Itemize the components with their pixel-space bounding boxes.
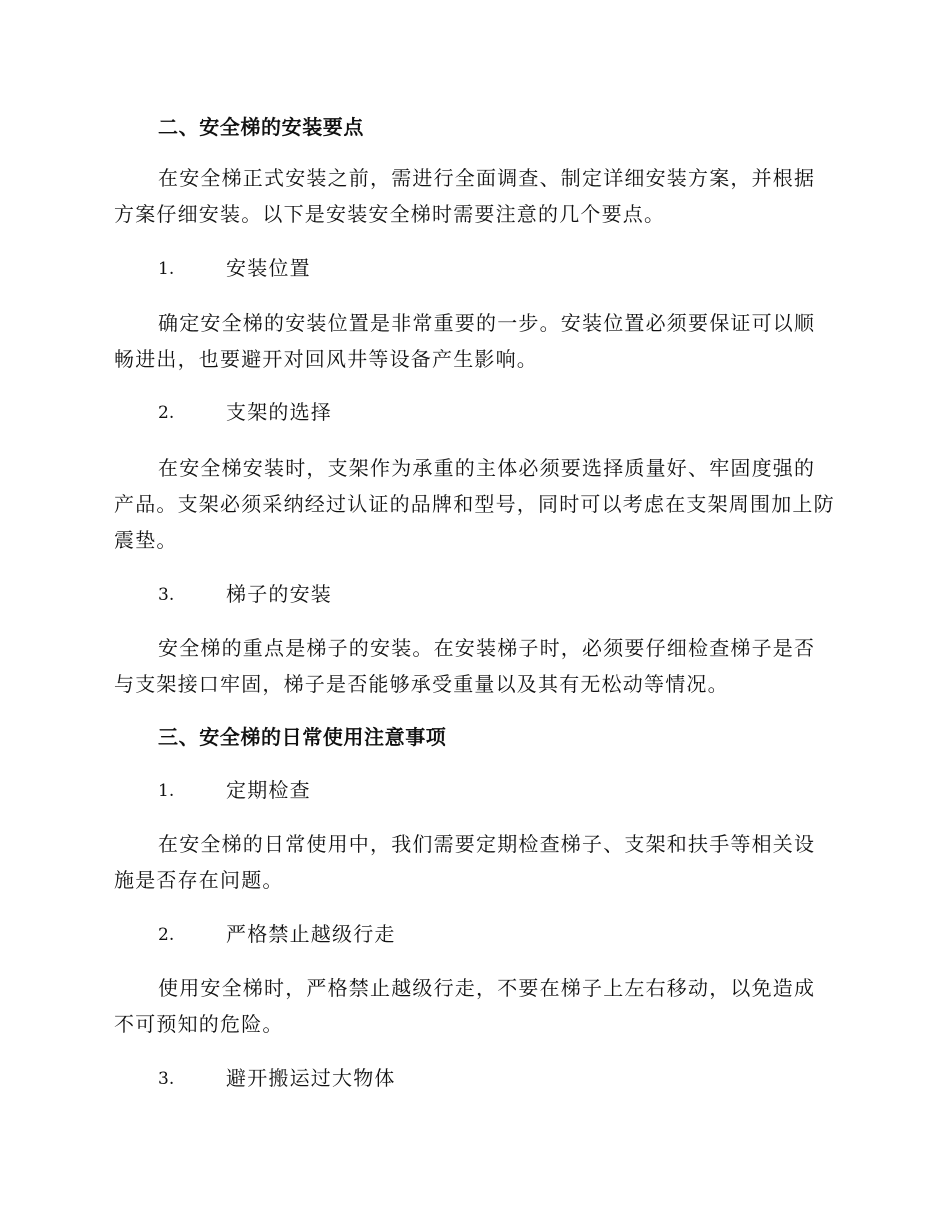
list-item-title: 梯子的安装 [226,582,332,606]
list-item-number: 2. [158,403,175,423]
list-item-title: 安装位置 [226,256,311,280]
list-item-number: 3. [158,585,175,605]
section-heading: 二、安全梯的安装要点 [158,115,364,139]
list-item-body: 在安全梯的日常使用中，我们需要定期检查梯子、支架和扶手等相关设施是否存在问题。 [114,832,816,892]
list-item-number: 2. [158,925,175,945]
list-item-title: 避开搬运过大物体 [226,1066,396,1090]
section-intro-paragraph: 在安全梯正式安装之前，需进行全面调查、制定详细安装方案，并根据方案仔细安装。以下是安装安全梯时需要注意的几个要点。 [114,166,816,226]
list-item-body: 安全梯的重点是梯子的安装。在安装梯子时，必须要仔细检查梯子是否与支架接口牢固，梯子是否能够承受重量以及其有无松动等情况。 [114,636,816,696]
list-item-number: 3. [158,1069,175,1089]
list-item-body: 使用安全梯时，严格禁止越级行走，不要在梯子上左右移动，以免造成不可预知的危险。 [114,976,816,1036]
list-item-title: 严格禁止越级行走 [226,922,396,946]
section-heading: 三、安全梯的日常使用注意事项 [158,725,447,749]
list-item-title: 定期检查 [226,778,311,802]
list-item-number: 1. [158,259,175,279]
list-item-title: 支架的选择 [226,400,332,424]
list-item-body: 在安全梯安装时，支架作为承重的主体必须要选择质量好、牢固度强的产品。支架必须采纳经过认证的品牌和型号，同时可以考虑在支架周围加上防震垫。 [114,456,835,552]
list-item-body: 确定安全梯的安装位置是非常重要的一步。安装位置必须要保证可以顺畅进出，也要避开对回风井等设备产生影响。 [114,311,816,371]
list-item-number: 1. [158,781,175,801]
